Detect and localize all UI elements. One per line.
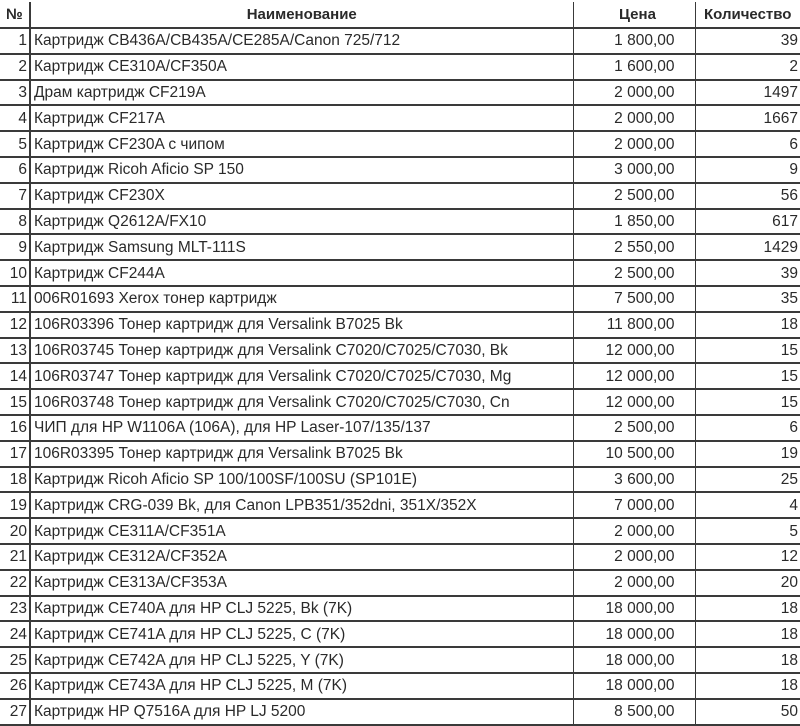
table-row [0,363,800,389]
product-price: 3 000,00 [573,157,695,183]
product-name: Картридж Ricoh Aficio SP 100/100SF/100SU (SP101E) [30,467,573,493]
product-name: 006R01693 Xerox тонер картридж [30,286,573,312]
row-number: 24 [0,621,30,647]
row-number: 14 [0,363,30,389]
product-name: 106R03748 Тонер картридж для Versalink C7020/C7025/C7030, Cn [30,389,573,415]
product-quantity: 19 [695,441,800,467]
product-name: Картридж CE741A для HP CLJ 5225, C (7K) [30,621,573,647]
table-row [0,286,800,312]
product-name: Драм картридж CF219A [30,80,573,106]
table-row [0,54,800,80]
product-price: 2 550,00 [573,234,695,260]
product-quantity: 35 [695,286,800,312]
product-quantity: 25 [695,467,800,493]
product-quantity: 56 [695,183,800,209]
row-number: 13 [0,338,30,364]
row-number: 3 [0,80,30,106]
table-row [0,260,800,286]
table-row [0,209,800,235]
product-name: Картридж CE743A для HP CLJ 5225, M (7K) [30,673,573,699]
row-number: 22 [0,570,30,596]
product-quantity: 4 [695,492,800,518]
row-number: 10 [0,260,30,286]
product-price: 2 000,00 [573,80,695,106]
row-number: 11 [0,286,30,312]
row-number: 26 [0,673,30,699]
row-number: 6 [0,157,30,183]
product-quantity: 1497 [695,80,800,106]
header-number: № [0,2,30,28]
product-price: 18 000,00 [573,673,695,699]
product-name: Картридж CE740A для HP CLJ 5225, Bk (7K) [30,596,573,622]
product-price: 7 000,00 [573,492,695,518]
table-row [0,338,800,364]
table-row [0,415,800,441]
product-name: Картридж CE312A/CF352A [30,544,573,570]
product-price: 8 500,00 [573,699,695,725]
product-name: Картридж CE310A/CF350A [30,54,573,80]
table-row [0,596,800,622]
row-number: 1 [0,28,30,54]
product-price: 12 000,00 [573,338,695,364]
product-quantity: 39 [695,260,800,286]
row-number: 16 [0,415,30,441]
product-price: 7 500,00 [573,286,695,312]
product-price: 2 500,00 [573,183,695,209]
row-number: 20 [0,518,30,544]
product-name: Картридж CF217A [30,105,573,131]
product-quantity: 9 [695,157,800,183]
row-number: 18 [0,467,30,493]
table-row [0,518,800,544]
table-row [0,28,800,54]
product-name: Картридж CF230X [30,183,573,209]
product-quantity: 39 [695,28,800,54]
table-row [0,312,800,338]
product-quantity: 15 [695,363,800,389]
product-name: Картридж Q2612A/FX10 [30,209,573,235]
table-row [0,131,800,157]
header-name: Наименование [30,2,573,28]
product-quantity: 20 [695,570,800,596]
product-price: 2 000,00 [573,570,695,596]
row-number: 19 [0,492,30,518]
product-name: Картридж CRG-039 Bk, для Canon LPB351/352dni, 351X/352X [30,492,573,518]
table-row [0,699,800,725]
product-quantity: 6 [695,131,800,157]
product-name: Картридж CF244A [30,260,573,286]
product-name: Картридж Ricoh Aficio SP 150 [30,157,573,183]
product-quantity: 18 [695,647,800,673]
row-number: 27 [0,699,30,725]
product-name: 106R03745 Тонер картридж для Versalink C7020/C7025/C7030, Bk [30,338,573,364]
product-quantity: 50 [695,699,800,725]
row-number: 9 [0,234,30,260]
table-row [0,647,800,673]
product-name: Картридж CE311A/CF351A [30,518,573,544]
table-row [0,570,800,596]
product-price: 2 500,00 [573,415,695,441]
table-row [0,105,800,131]
header-price: Цена [573,2,695,28]
price-list-table [0,2,800,726]
table-row [0,157,800,183]
product-name: ЧИП для HP W1106A (106A), для HP Laser-107/135/137 [30,415,573,441]
product-price: 18 000,00 [573,647,695,673]
row-number: 7 [0,183,30,209]
row-number: 25 [0,647,30,673]
product-quantity: 15 [695,389,800,415]
product-price: 3 600,00 [573,467,695,493]
product-price: 1 850,00 [573,209,695,235]
product-quantity: 617 [695,209,800,235]
product-quantity: 12 [695,544,800,570]
table-row [0,673,800,699]
row-number: 12 [0,312,30,338]
row-number: 21 [0,544,30,570]
table-row [0,492,800,518]
product-quantity: 1429 [695,234,800,260]
product-name: Картридж CB436A/CB435A/CE285A/Canon 725/712 [30,28,573,54]
product-quantity: 15 [695,338,800,364]
product-price: 2 000,00 [573,518,695,544]
table-row [0,621,800,647]
product-price: 2 000,00 [573,544,695,570]
product-name: Картридж CE313A/CF353A [30,570,573,596]
product-quantity: 18 [695,673,800,699]
table-row [0,544,800,570]
product-quantity: 18 [695,621,800,647]
product-name: 106R03395 Тонер картридж для Versalink B7025 Bk [30,441,573,467]
row-number: 4 [0,105,30,131]
table-row [0,467,800,493]
product-price: 18 000,00 [573,621,695,647]
product-price: 12 000,00 [573,389,695,415]
table-row [0,183,800,209]
product-price: 11 800,00 [573,312,695,338]
table-body [0,28,800,725]
product-quantity: 6 [695,415,800,441]
row-number: 2 [0,54,30,80]
product-price: 1 800,00 [573,28,695,54]
row-number: 5 [0,131,30,157]
row-number: 15 [0,389,30,415]
header-quantity: Количество [695,2,800,28]
product-quantity: 18 [695,596,800,622]
product-price: 10 500,00 [573,441,695,467]
table-row [0,80,800,106]
product-name: 106R03396 Тонер картридж для Versalink B7025 Bk [30,312,573,338]
table-row [0,389,800,415]
product-price: 18 000,00 [573,596,695,622]
product-name: Картридж CF230A с чипом [30,131,573,157]
header-row [0,2,800,28]
product-price: 1 600,00 [573,54,695,80]
product-quantity: 1667 [695,105,800,131]
product-quantity: 18 [695,312,800,338]
table-row [0,234,800,260]
product-price: 2 000,00 [573,105,695,131]
product-name: Картридж CE742A для HP CLJ 5225, Y (7K) [30,647,573,673]
product-quantity: 5 [695,518,800,544]
row-number: 17 [0,441,30,467]
row-number: 8 [0,209,30,235]
product-price: 2 500,00 [573,260,695,286]
product-price: 12 000,00 [573,363,695,389]
product-quantity: 2 [695,54,800,80]
product-price: 2 000,00 [573,131,695,157]
product-name: 106R03747 Тонер картридж для Versalink C7020/C7025/C7030, Mg [30,363,573,389]
product-name: Картридж HP Q7516A для HP LJ 5200 [30,699,573,725]
table-row [0,441,800,467]
row-number: 23 [0,596,30,622]
product-name: Картридж Samsung MLT-111S [30,234,573,260]
